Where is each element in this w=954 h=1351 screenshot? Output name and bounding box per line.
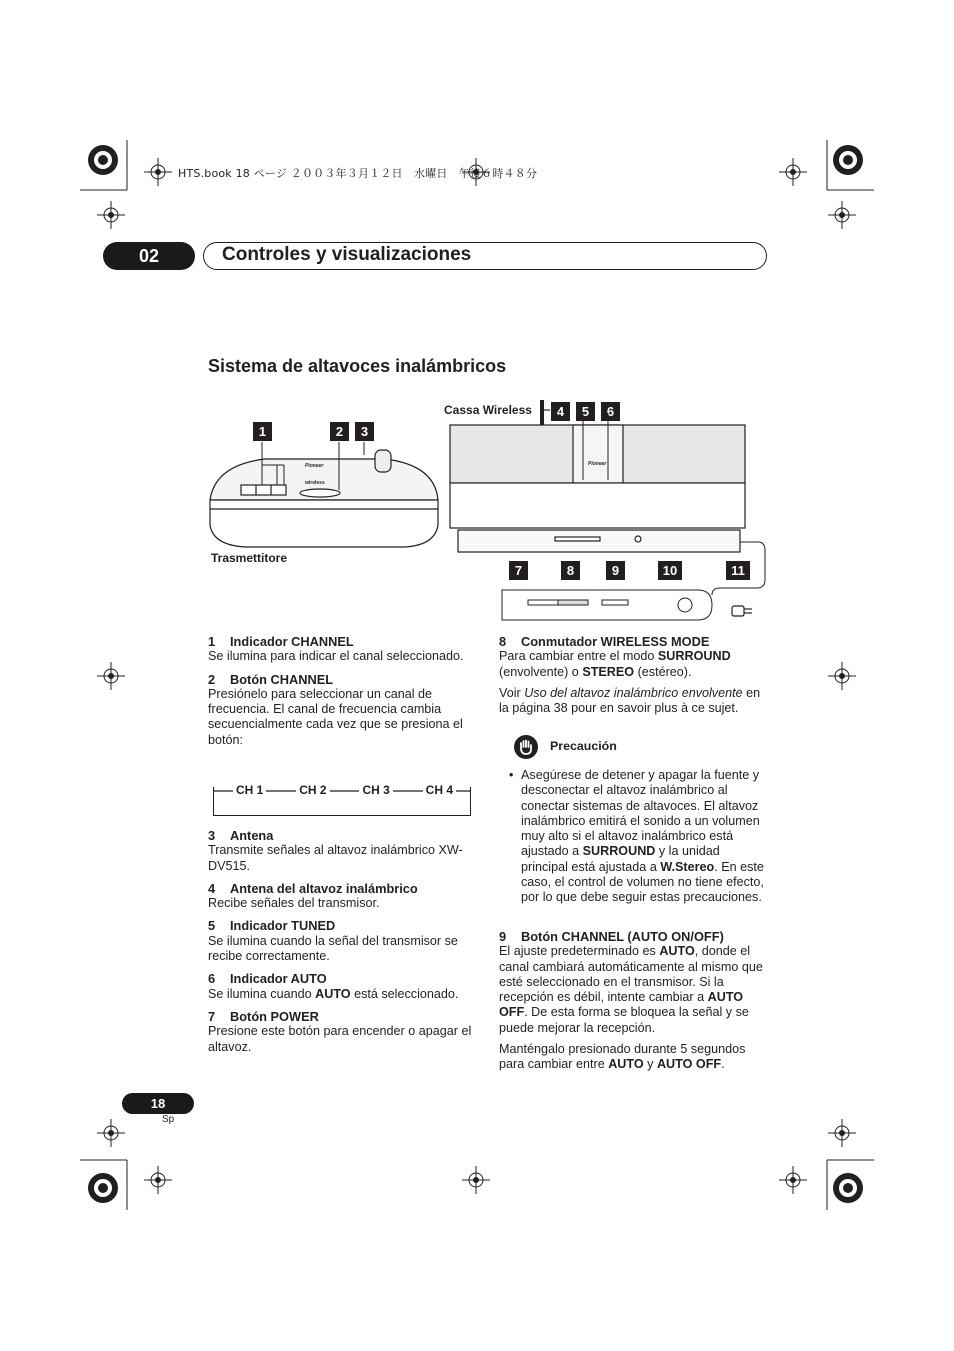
page-language: Sp (162, 1114, 175, 1125)
speaker-label: Cassa Wireless (444, 403, 532, 417)
right-column-lower (499, 929, 767, 1080)
caution-hand-icon (514, 735, 538, 759)
callout-3: 3 (355, 422, 374, 441)
item-3: 3 Antena Transmite señales al altavoz inalámbrico XW-DV515. (208, 828, 463, 873)
channel-4: CH 4 (423, 783, 456, 797)
transmitter-label: Trasmettitore (211, 551, 288, 565)
item-6: 6 Indicador AUTO Se ilumina cuando AUTO está seleccionado. (208, 971, 459, 1001)
item-9: 9 Botón CHANNEL (AUTO ON/OFF) El ajuste predeterminado es AUTO, donde el canal cambiará automáticamente al mismo que esté seleccionado en el transmisor. Si la recepción es débil, intente cambiar a AUTO OFF. De esta forma se bloquea la señal y se puede mejorar la recepción. Manténgalo presionado durante 5 segundos para cambiar entre AUTO y AUTO OFF. (499, 929, 763, 1072)
chapter-number: 02 (103, 242, 195, 270)
callout-4: 4 (551, 402, 570, 421)
transmitter-leader-lines (255, 440, 375, 510)
left-column-lower (208, 828, 480, 1062)
caution-title: Precaución (550, 739, 617, 753)
item-1: 1 Indicador CHANNEL Se ilumina para indicar el canal seleccionado. (208, 634, 464, 664)
svg-text:Pioneer: Pioneer (588, 461, 607, 467)
callout-6: 6 (601, 402, 620, 421)
callout-11: 11 (726, 561, 750, 580)
item-5: 5 Indicador TUNED Se ilumina cuando la señal del transmisor se recibe correctamente. (208, 918, 458, 964)
chapter-title: Controles y visualizaciones (222, 244, 472, 265)
callout-2: 2 (330, 422, 349, 441)
item-8: 8 Conmutador WIRELESS MODE Para cambiar entre el modo SURROUND (envolvente) o STEREO (estéreo). Voir Uso del altavoz inalámbrico envolvente en la página 38 pour en savoir plus à ce sujet. (499, 634, 761, 716)
channel-2: CH 2 (296, 783, 329, 797)
svg-text:Pioneer: Pioneer (305, 463, 324, 469)
page-number: 18 (122, 1093, 194, 1114)
transmitter-wireless-text: wireless (305, 480, 325, 486)
speaker-drawing (440, 395, 770, 595)
speaker-control-panel (498, 585, 718, 630)
section-title: Sistema de altavoces inalámbricos (208, 356, 507, 376)
item-2: 2 Botón CHANNEL Presiónelo para seleccionar un canal de frecuencia. El canal de frecuencia cambia secuencialmente cada vez que se presiona el botón: (208, 671, 463, 747)
print-header: HTS.book 18 ページ ２００３年３月１２日 水曜日 午後６時４８分 (178, 167, 538, 180)
power-plug-icon (728, 602, 758, 622)
caution-body: • Asegúrese de detener y apagar la fuente y desconectar el altavoz inalámbrico al conectar sistemas de altavoces. El altavoz inalámbrico emitirá el sonido a un volumen muy alto si el altavoz inalámbrico está ajustado a SURROUND y la unidad principal está ajustada a W.Stereo. En este caso, el control de volumen no tiene efecto, por lo que debe seguir estas precauciones. (509, 768, 764, 905)
channel-1: CH 1 (233, 783, 266, 797)
right-column (499, 634, 767, 723)
channel-sequence (213, 783, 471, 797)
callout-9: 9 (606, 561, 625, 580)
callout-8: 8 (561, 561, 580, 580)
callout-5: 5 (576, 402, 595, 421)
callout-10: 10 (658, 561, 682, 580)
callout-1: 1 (253, 422, 272, 441)
item-4: 4 Antena del altavoz inalámbrico Recibe señales del transmisor. (208, 880, 418, 911)
channel-3: CH 3 (359, 783, 392, 797)
left-column (208, 634, 480, 755)
callout-7: 7 (509, 561, 528, 580)
item-7: 7 Botón POWER Presione este botón para encender o apagar el altavoz. (208, 1008, 472, 1054)
